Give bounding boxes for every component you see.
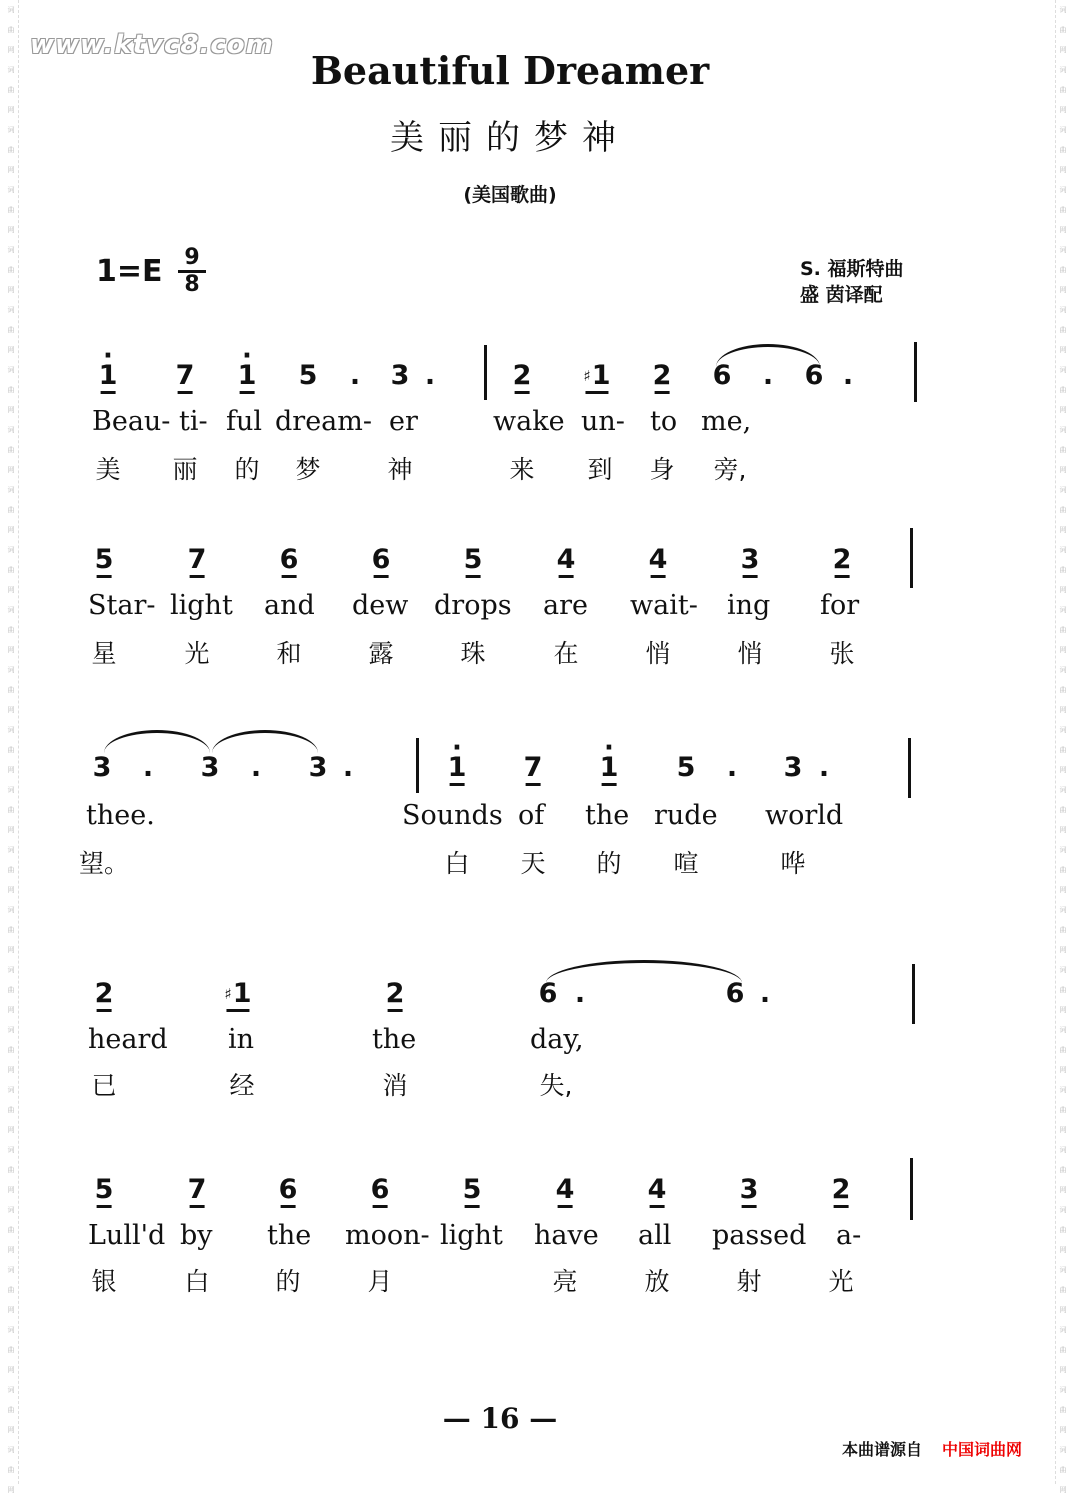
- note: 6: [712, 360, 732, 391]
- lyric-cn: 已: [91, 1071, 117, 1100]
- bar-line: [914, 342, 917, 402]
- note: 2: [385, 978, 405, 1009]
- lyric-en: wait-: [630, 590, 698, 621]
- note: · 1: [448, 752, 467, 784]
- lyric-cn: 和: [276, 639, 302, 668]
- lyric-cn: 望。: [78, 849, 130, 878]
- dot-extension: .: [762, 360, 774, 391]
- lyric-cn: 来: [509, 455, 535, 484]
- lyric-cn: 美: [95, 455, 121, 484]
- dot-extension: .: [349, 360, 361, 391]
- lyric-en: heard: [88, 1024, 168, 1055]
- lyric-cn: 银: [91, 1267, 117, 1296]
- lyric-en: light: [170, 590, 233, 621]
- lyric-en: me,: [701, 406, 752, 437]
- lyric-cn: 露: [368, 639, 394, 668]
- lyric-cn: 光: [828, 1267, 854, 1296]
- lyric-cn: 张: [829, 639, 855, 668]
- time-signature: [178, 246, 206, 297]
- lyric-cn: 放: [644, 1267, 670, 1296]
- lyric-en: of: [518, 800, 545, 831]
- lyric-en: are: [543, 590, 588, 621]
- lyric-cn: 梦: [295, 455, 321, 484]
- note-sharp: ♯1: [583, 360, 611, 391]
- note: 3: [740, 544, 760, 575]
- lyric-cn: 白: [444, 849, 470, 878]
- bar-line: [910, 528, 913, 588]
- right-margin-watermark: 词 曲 网 词 曲 网 词 曲 网 词 曲 网 词 曲 网 词 曲 网 词 曲 网 词 曲 网 词 曲 网 词 曲 网 词 曲 网 词 曲 网 词 曲 网 词 曲 网 词 曲 网 词 曲 网 词 曲 网 词 曲 网 词 曲 网 词 曲 网 词 曲 网 词 曲 网 词 曲 网 词 曲 网 词 曲 网: [1055, 0, 1070, 1484]
- page-number: — 16 —: [442, 1402, 558, 1435]
- lyric-en: Beau-: [92, 406, 171, 437]
- lyric-cn: 射: [736, 1267, 762, 1296]
- note: 5: [463, 544, 483, 575]
- lyric-en: thee.: [86, 800, 155, 831]
- note: 2: [831, 1174, 851, 1205]
- tie-arc: [104, 730, 210, 753]
- bar-line: [484, 345, 487, 400]
- note: · 1: [99, 360, 118, 392]
- lyric-cn: 白: [184, 1267, 210, 1296]
- note: 6: [538, 978, 558, 1009]
- note: 7: [523, 752, 543, 783]
- note: 3: [92, 752, 112, 783]
- source-note: [842, 1437, 1022, 1460]
- lyric-en: wake: [493, 406, 565, 437]
- note: 2: [832, 544, 852, 575]
- note: 3: [308, 752, 328, 783]
- lyric-en: dew: [352, 590, 409, 621]
- lyric-en: ing: [727, 590, 771, 621]
- lyric-en: all: [638, 1220, 672, 1251]
- lyric-en: Lull'd: [88, 1220, 166, 1251]
- lyric-en: and: [264, 590, 315, 621]
- bar-line: [912, 964, 915, 1024]
- left-margin-watermark: 词 曲 网 词 曲 网 词 曲 网 词 曲 网 词 曲 网 词 曲 网 词 曲 网 词 曲 网 词 曲 网 词 曲 网 词 曲 网 词 曲 网 词 曲 网 词 曲 网 词 曲 网 词 曲 网 词 曲 网 词 曲 网 词 曲 网 词 曲 网 词 曲 网 词 曲 网 词 曲 网 词 曲 网 词 曲 网: [4, 0, 19, 1484]
- lyric-cn: 神: [387, 455, 413, 484]
- lyric-cn: 的: [596, 849, 622, 878]
- tie-arc: [546, 960, 742, 983]
- time-signature-top: 9: [178, 246, 206, 273]
- lyric-cn: 珠: [460, 639, 486, 668]
- lyric-en: in: [228, 1024, 255, 1055]
- lyric-cn: 到: [587, 455, 613, 484]
- note: 3: [739, 1174, 759, 1205]
- lyric-en: world: [765, 800, 844, 831]
- lyric-cn: 经: [229, 1071, 255, 1100]
- lyric-en: the: [585, 800, 630, 831]
- key-signature: 1=E: [96, 254, 163, 289]
- note: 5: [298, 360, 318, 391]
- note: 6: [370, 1174, 390, 1205]
- lyric-cn: 身: [649, 455, 675, 484]
- site-watermark: www.ktvc8.com: [30, 30, 274, 60]
- lyric-cn: 悄: [737, 639, 763, 668]
- lyric-cn: 光: [184, 639, 210, 668]
- lyric-cn: 亮: [552, 1267, 578, 1296]
- composer-credit: S. 福斯特曲: [800, 258, 904, 280]
- bar-line: [416, 738, 419, 793]
- lyric-en: day,: [530, 1024, 584, 1055]
- note: 4: [556, 544, 576, 575]
- note: 6: [279, 544, 299, 575]
- lyric-cn: 天: [520, 849, 546, 878]
- note: 7: [187, 1174, 207, 1205]
- tie-arc: [212, 730, 318, 753]
- lyric-en: ful: [226, 406, 263, 437]
- lyric-en: light: [440, 1220, 503, 1251]
- note: 4: [647, 1174, 667, 1205]
- lyric-en: dream-: [275, 406, 372, 437]
- note: 3: [200, 752, 220, 783]
- lyric-en: er: [389, 406, 418, 437]
- lyric-en: ti-: [179, 406, 208, 437]
- note-sharp: ♯1: [224, 978, 252, 1009]
- note: 6: [371, 544, 391, 575]
- note: 4: [555, 1174, 575, 1205]
- lyric-cn: 失,: [539, 1071, 573, 1100]
- note: 2: [94, 978, 114, 1009]
- dot-extension: .: [726, 752, 738, 783]
- note: 5: [94, 1174, 114, 1205]
- lyric-cn: 哗: [780, 849, 806, 878]
- note: 6: [725, 978, 745, 1009]
- lyric-cn: 悄: [645, 639, 671, 668]
- lyric-cn: 丽: [172, 455, 198, 484]
- note: 3: [783, 752, 803, 783]
- song-title-chinese: 美丽的梦神: [390, 118, 630, 158]
- song-title: Beautiful Dreamer: [310, 48, 710, 93]
- lyric-en: the: [267, 1220, 312, 1251]
- note: 5: [462, 1174, 482, 1205]
- note: · 1: [238, 360, 257, 392]
- note: 7: [175, 360, 195, 391]
- time-signature-bottom: 8: [184, 272, 200, 297]
- lyric-en: drops: [434, 590, 512, 621]
- lyric-cn: 星: [91, 639, 117, 668]
- dot-extension: .: [759, 978, 771, 1009]
- note: 6: [804, 360, 824, 391]
- lyric-cn: 月: [367, 1267, 393, 1296]
- lyric-en: rude: [654, 800, 718, 831]
- source-site-link[interactable]: 中国词曲网: [942, 1440, 1023, 1459]
- lyric-en: passed: [712, 1220, 807, 1251]
- lyric-cn: 喧: [673, 849, 699, 878]
- note: 2: [512, 360, 532, 391]
- note: 6: [278, 1174, 298, 1205]
- bar-line: [910, 1158, 913, 1220]
- song-origin: (美国歌曲): [463, 184, 557, 206]
- note: 5: [676, 752, 696, 783]
- dot-extension: .: [142, 752, 154, 783]
- note: · 1: [600, 752, 619, 784]
- lyric-en: Sounds: [402, 800, 503, 831]
- note: 7: [187, 544, 207, 575]
- lyric-en: a-: [836, 1220, 862, 1251]
- lyric-en: for: [820, 590, 860, 621]
- note: 5: [94, 544, 114, 575]
- lyric-en: to: [650, 406, 678, 437]
- lyric-cn: 在: [553, 639, 579, 668]
- dot-extension: .: [342, 752, 354, 783]
- note: 3: [390, 360, 410, 391]
- lyric-cn: 的: [275, 1267, 301, 1296]
- note: 4: [648, 544, 668, 575]
- lyric-en: have: [534, 1220, 599, 1251]
- lyric-en: moon-: [345, 1220, 430, 1251]
- tie-arc: [716, 344, 820, 367]
- note: 2: [652, 360, 672, 391]
- dot-extension: .: [424, 360, 436, 391]
- dot-extension: .: [818, 752, 830, 783]
- lyric-cn: 的: [234, 455, 260, 484]
- arranger-credit: 盛 茵译配: [800, 284, 883, 306]
- dot-extension: .: [250, 752, 262, 783]
- lyric-cn: 消: [382, 1071, 408, 1100]
- source-label: 本曲谱源自: [842, 1440, 923, 1459]
- lyric-en: Star-: [88, 590, 156, 621]
- dot-extension: .: [842, 360, 854, 391]
- lyric-cn: 旁,: [713, 455, 747, 484]
- dot-extension: .: [574, 978, 586, 1009]
- lyric-en: by: [180, 1220, 213, 1251]
- lyric-en: un-: [581, 406, 625, 437]
- lyric-en: the: [372, 1024, 417, 1055]
- bar-line: [908, 738, 911, 798]
